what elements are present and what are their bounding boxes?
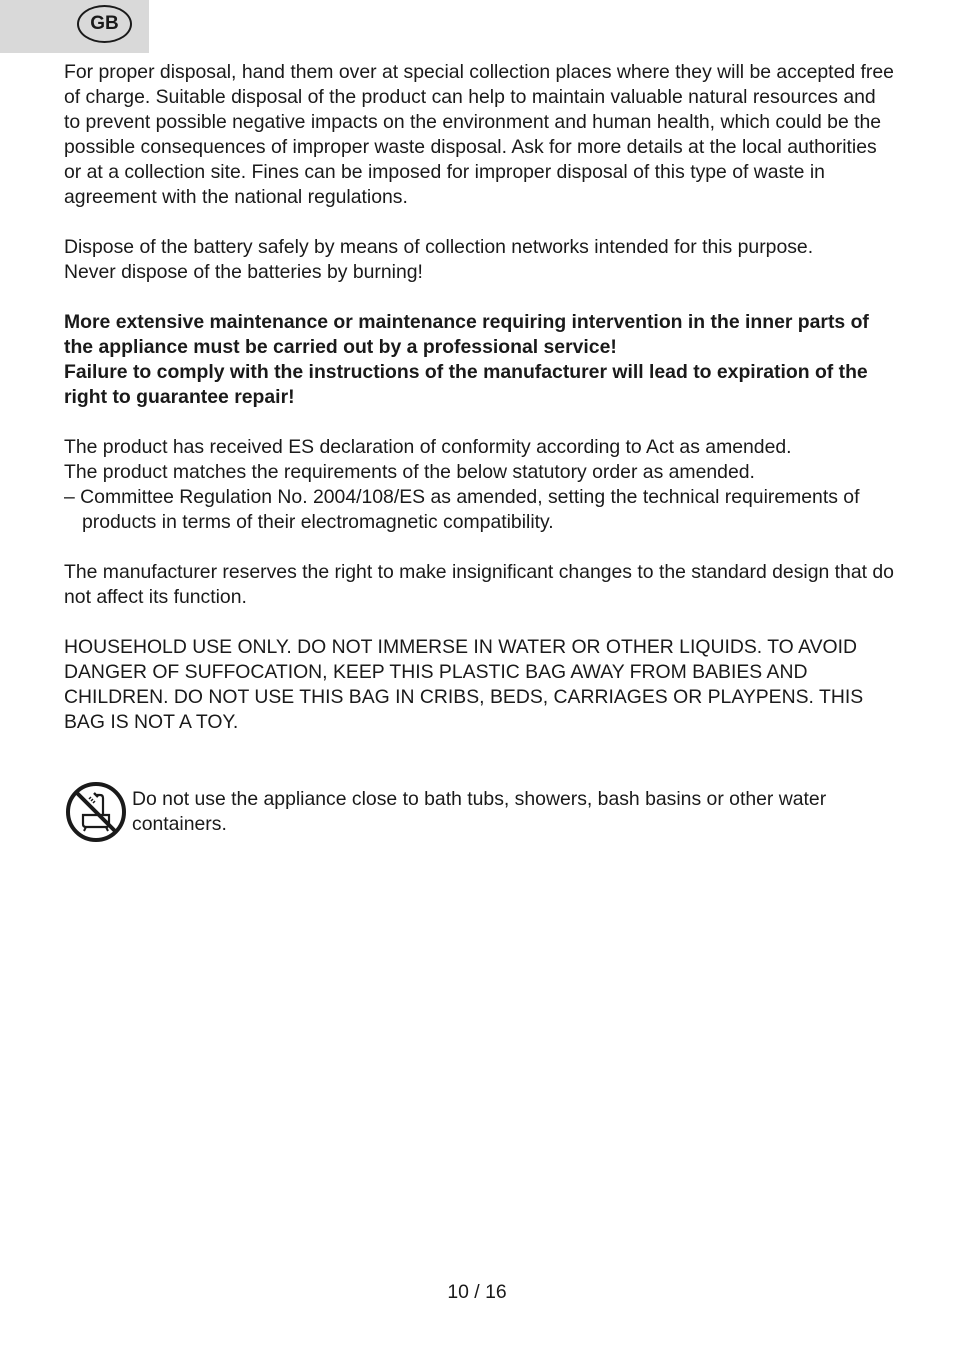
conformity-line-2: The product matches the requirements of the below statutory order as amended. <box>64 461 755 483</box>
document-body <box>64 60 894 760</box>
conformity-paragraph <box>64 435 894 535</box>
design-changes-paragraph: The manufacturer reserves the right to make insignificant changes to the standard design that do not affect its function. <box>64 561 894 608</box>
no-bathtub-icon <box>64 780 128 844</box>
water-warning-text: Do not use the appliance close to bath tubs, showers, bash basins or other water containers. <box>132 788 827 835</box>
battery-paragraph <box>64 235 894 285</box>
maintenance-warning: More extensive maintenance or maintenance requiring intervention in the inner parts of the appliance must be carried out by a professional service! <box>64 311 869 358</box>
guarantee-warning: Failure to comply with the instructions of the manufacturer will lead to expiration of the right to guarantee repair! <box>64 361 868 408</box>
conformity-line-1: The product has received ES declaration of conformity according to Act as amended. <box>64 436 792 458</box>
household-warning-paragraph: HOUSEHOLD USE ONLY. DO NOT IMMERSE IN WATER OR OTHER LIQUIDS. TO AVOID DANGER OF SUFFOCATION, KEEP THIS PLASTIC BAG AWAY FROM BABIES AND CHILDREN. DO NOT USE THIS BAG IN CRIBS, BEDS, CARRIAGES OR PLAYPENS. THIS BAG IS NOT A TOY. <box>64 636 864 733</box>
regulation-list-item: – Committee Regulation No. 2004/108/ES as amended, setting the technical requirements of products in terms of their electromagnetic compatibility. <box>64 486 860 533</box>
language-badge: GB <box>77 5 132 43</box>
battery-line-1: Dispose of the battery safely by means of collection networks intended for this purpose. <box>64 236 814 258</box>
water-warning-note <box>64 780 894 844</box>
page-number: 10 / 16 <box>447 1281 507 1303</box>
language-tab <box>0 0 149 53</box>
warning-paragraph <box>64 310 894 410</box>
battery-line-2: Never dispose of the batteries by burning! <box>64 261 423 283</box>
disposal-paragraph: For proper disposal, hand them over at special collection places where they will be accepted free of charge. Suitable disposal of the product can help to maintain valuable natural resources and to prevent possible negative impacts on the environment and human health, which could be the possible consequences of improper waste disposal. Ask for more details at the local authorities or at a collection site. Fines can be imposed for improper disposal of this type of waste in agreement with the national regulations. <box>64 61 894 208</box>
